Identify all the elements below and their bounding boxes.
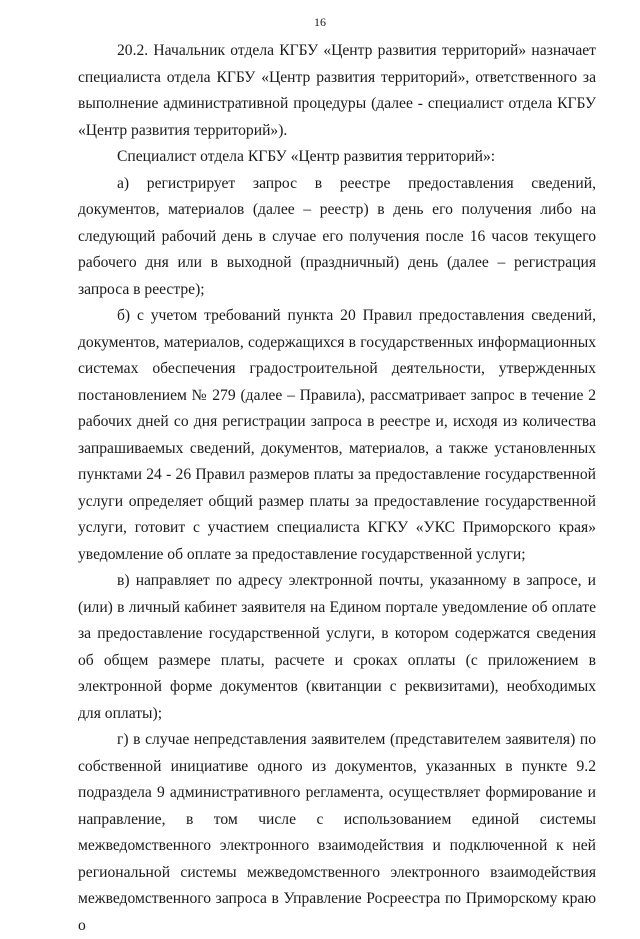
paragraph-specialist-intro: Специалист отдела КГБУ «Центр развития территорий»: [117, 148, 496, 165]
document-body [78, 38, 596, 939]
paragraph-item-g: г) в случае непредставления заявителем (представителем заявителя) по собственной инициативе одного из документов, указанных в пункте 9.2 подраздела 9 административного регламента, осуществляет формирование и направление, в том числе с использованием единой системы межведомственного электронного взаимодействия и подключенной к ней региональной системы межведомственного электронного взаимодействия межведомственного запроса в Управление Росреестра по Приморскому краю о [78, 731, 596, 934]
paragraph-item-b: б) с учетом требований пункта 20 Правил предоставления сведений, документов, материалов, содержащихся в государственных информационных системах обеспечения градостроительной деятельности, утвержденных постановлением № 279 (далее – Правила), рассматривает запрос в течение 2 рабочих дней со дня регистрации запроса в реестре и, исходя из количества запрашиваемых сведений, документов, материалов, а также установленных пунктами 24 - 26 Правил размеров платы за предоставление государственной услуги определяет общий размер платы за предоставление государственной услуги, готовит с участием специалиста КГКУ «УКС Приморского края» уведомление об оплате за предоставление государственной услуги; [78, 307, 596, 563]
paragraph-item-a: а) регистрирует запрос в реестре предоставления сведений, документов, материалов (далее – реестр) в день его получения либо на следующий рабочий день в случае его получения после 16 часов текущего рабочего дня или в выходной (праздничный) день (далее – регистрация запроса в реестре); [78, 174, 596, 298]
paragraph-20-2: 20.2. Начальник отдела КГБУ «Центр развития территорий» назначает специалиста отдела КГБУ «Центр развития территорий», ответственного за выполнение административной процедуры (далее - специалист отдела КГБУ «Центр развития территорий»). [78, 42, 596, 139]
page-number: 16 [314, 15, 326, 29]
paragraph-item-v: в) направляет по адресу электронной почты, указанному в запросе, и (или) в личный кабинет заявителя на Едином портале уведомление об оплате за предоставление государственной услуги, в котором содержатся сведения об общем размере платы, расчете и сроках оплаты (с приложением в электронной форме документов (квитанции с реквизитами), необходимых для оплаты); [78, 572, 596, 722]
